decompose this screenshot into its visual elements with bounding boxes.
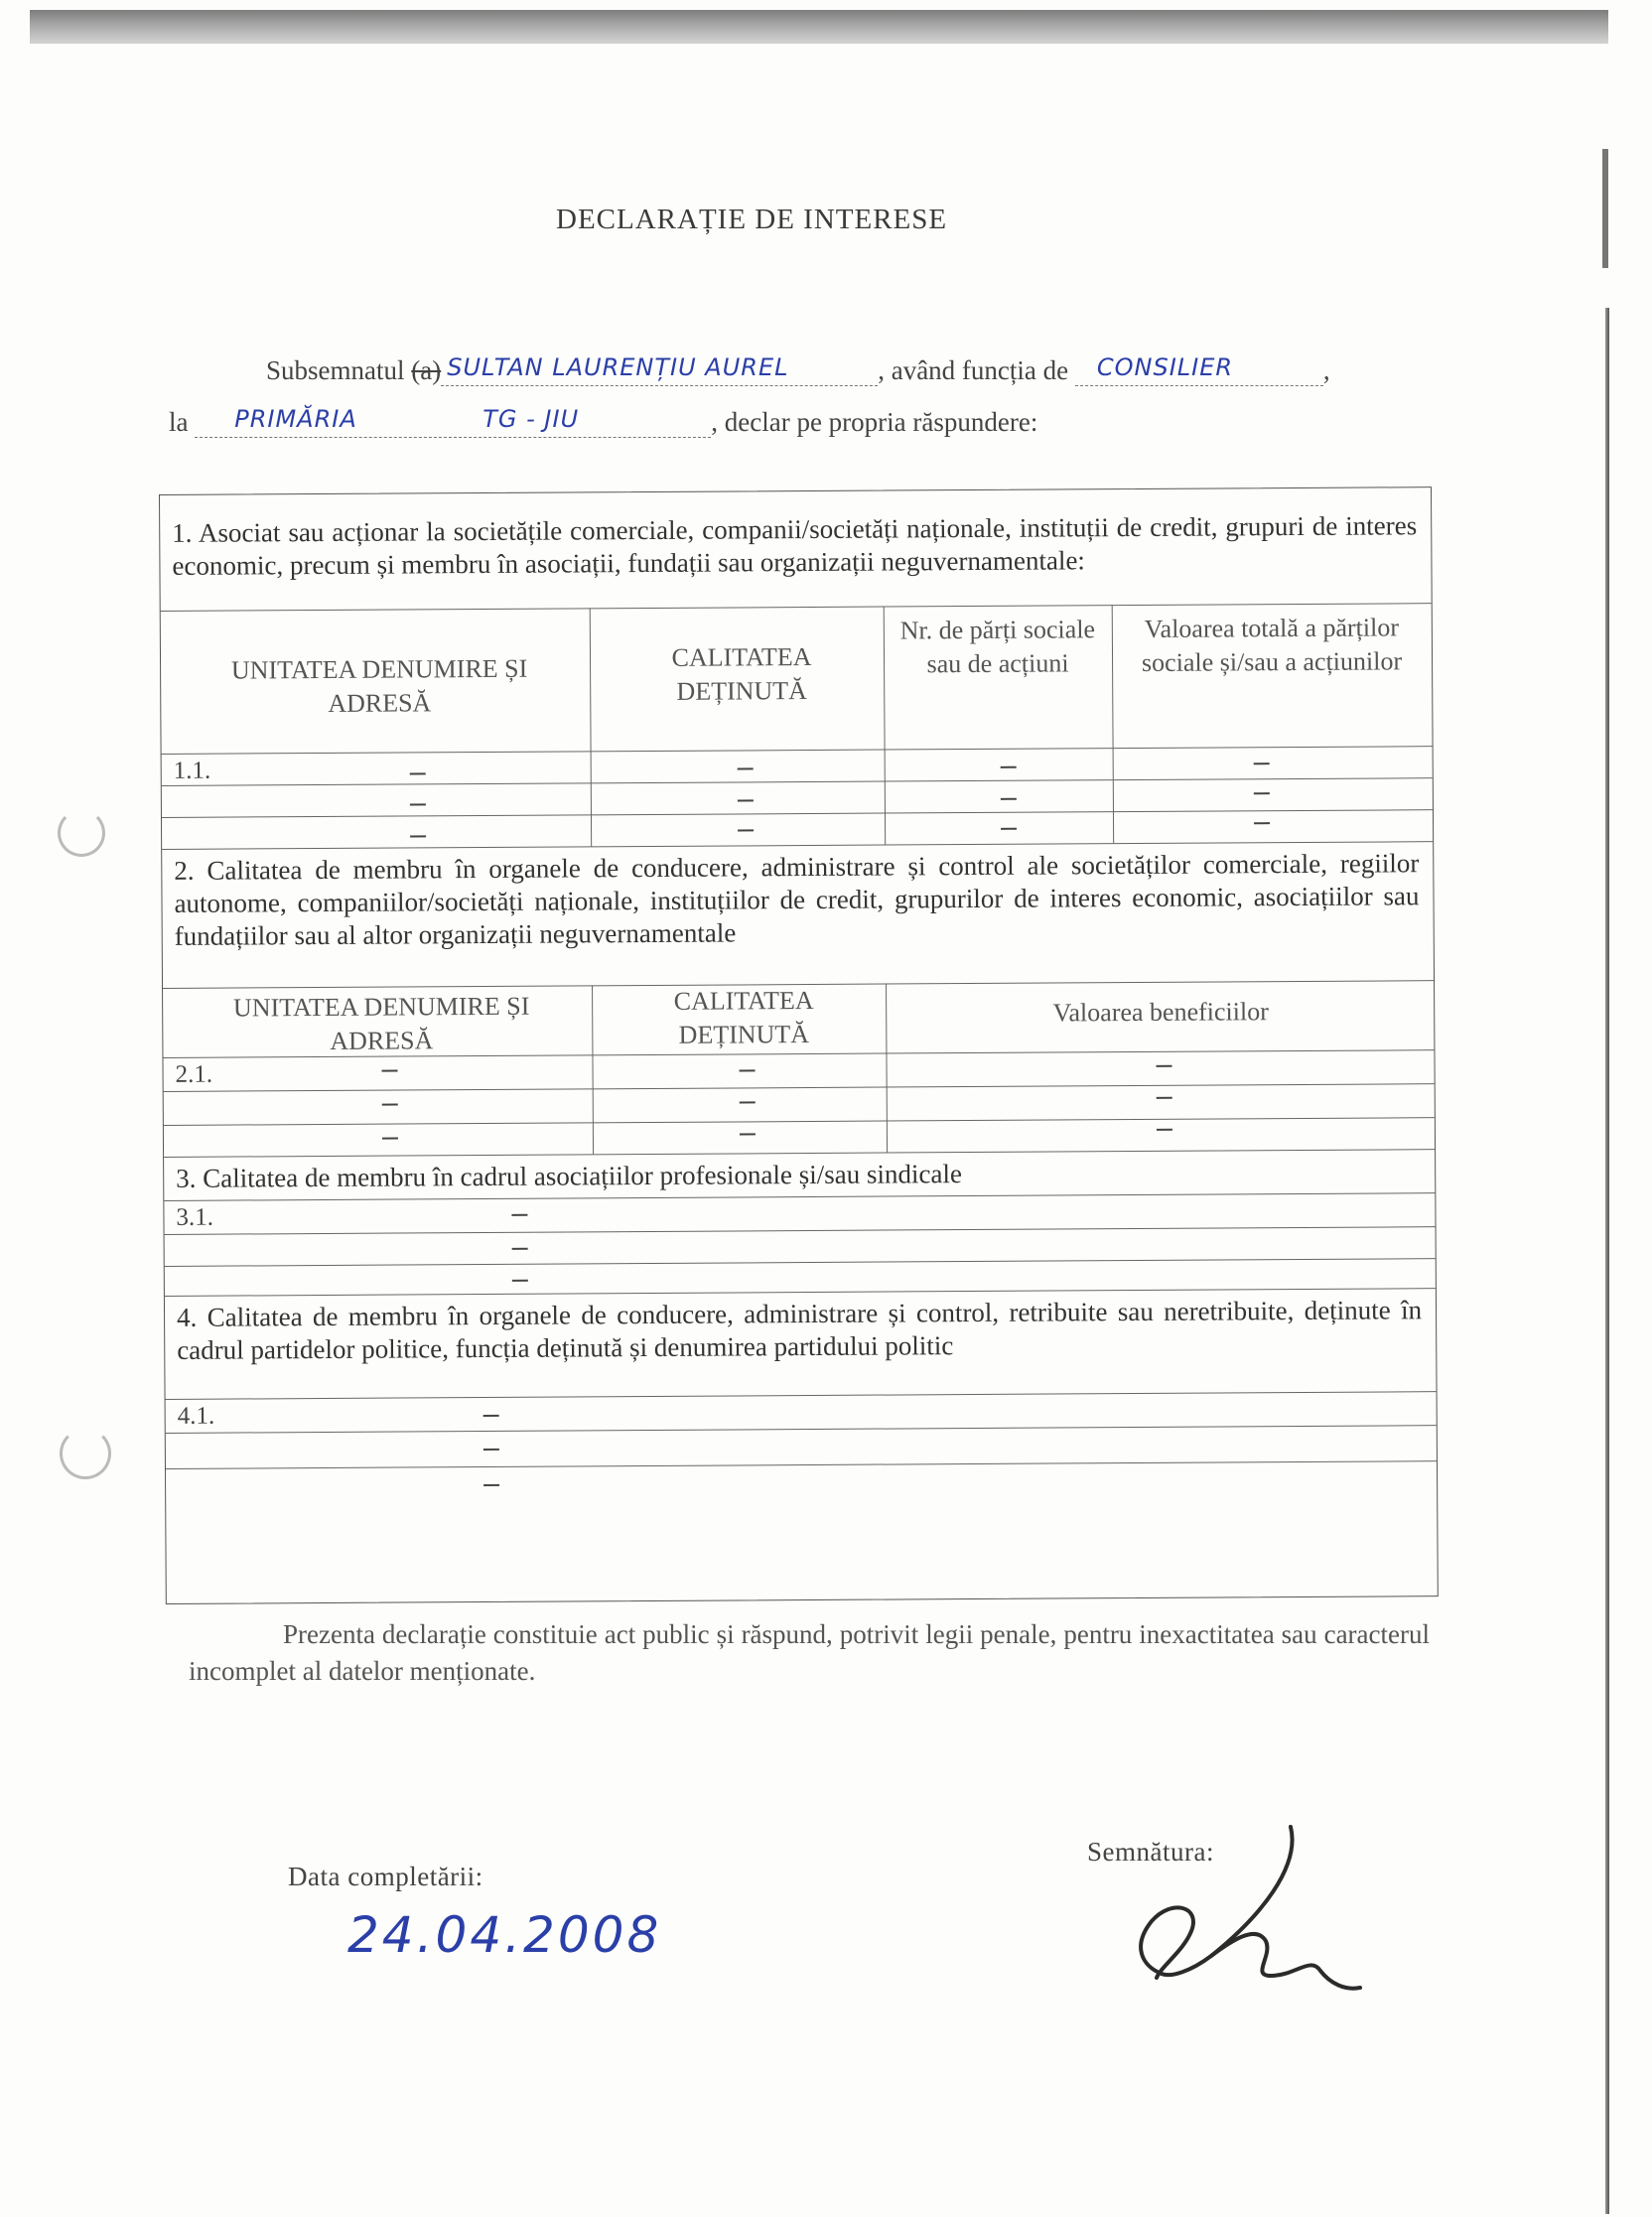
s2-col-calitatea: CALITATEA DEȚINUTĂ <box>673 985 814 1049</box>
declar-text: , declar pe propria răspundere: <box>711 407 1038 437</box>
s2-row-label: 2.1. <box>175 1060 213 1088</box>
name-field <box>441 355 878 386</box>
s1-col-nr-parti: Nr. de părți sociale sau de acțiuni <box>899 615 1096 679</box>
declaration-table <box>159 486 1439 1604</box>
function-value: CONSILIER <box>1096 353 1234 381</box>
s1-row-label: 1.1. <box>173 757 211 784</box>
comma: , <box>1322 355 1330 385</box>
scan-right-edge-mark <box>1602 149 1608 268</box>
section-1-heading: 1. Asociat sau acționar la societățile comerciale, companii/societăți naționale, instituții de credit, grupuri de interes economic, precum și membru în asociații, fundații sau organizații neguvernamentale: <box>172 510 1418 581</box>
s4-row-label: 4.1. <box>177 1402 215 1430</box>
section-3-heading: 3. Calitatea de membru în cadrul asociațiilor profesionale și/sau sindicale <box>176 1159 963 1193</box>
institution-value-part1: PRIMĂRIA <box>234 405 357 433</box>
function-label: , având funcția de <box>878 355 1069 385</box>
institution-field <box>195 407 711 438</box>
function-field <box>1075 355 1323 386</box>
section-4-heading: 4. Calitatea de membru în organele de conducere, administrare și control, retribuite sau neretribuite, deținute în cadrul partidelor politice, funcția deținută și denumirea partidului politic <box>176 1295 1423 1365</box>
date-value: 24.04.2008 <box>347 1906 662 1964</box>
name-value: SULTAN LAURENȚIU AUREL <box>447 353 789 381</box>
scan-right-edge-shadow <box>1605 308 1609 2214</box>
punch-hole-mark <box>60 1428 111 1479</box>
institution-line <box>169 407 1162 438</box>
section-2-heading: 2. Calitatea de membru în organele de conducere, administrare și control ale societăților comerciale, regiilor autonome, companiilor/societăți naționale, instituțiilor de credit, grupurilor de interes economic, asociațiilor sau fundațiilor sau al altor organizații neguvernamentale <box>174 848 1420 951</box>
s2-col-valoare-beneficii: Valoarea beneficiilor <box>1052 997 1269 1028</box>
subsemnatul-label: Subsemnatul <box>266 355 405 385</box>
declarant-line <box>266 355 1418 386</box>
date-label: Data completării: <box>288 1862 483 1891</box>
scan-top-shadow <box>30 10 1608 44</box>
legal-statement: Prezenta declarație constituie act public și răspund, potrivit legii penale, pentru inexactitatea sau caracterul incomplet al datelor menționate. <box>189 1619 1430 1686</box>
gender-suffix-struck: (a) <box>411 355 442 385</box>
s2-col-unit: UNITATEA DENUMIRE ȘI ADRESĂ <box>232 991 530 1055</box>
s1-col-valoare: Valoarea totală a părților sociale și/sau a acțiunilor <box>1141 613 1403 677</box>
s1-col-unit: UNITATEA DENUMIRE ȘI ADRESĂ <box>230 653 528 718</box>
s1-col-calitatea: CALITATEA DEȚINUTĂ <box>671 641 812 706</box>
signature-label: Semnătura: <box>1087 1837 1214 1867</box>
s3-row-label: 3.1. <box>176 1203 214 1231</box>
handwritten-signature <box>1062 1807 1380 2015</box>
document-title: DECLARAȚIE DE INTERESE <box>556 204 948 235</box>
la-label: la <box>169 407 189 437</box>
institution-value-part2: TG - JIU <box>482 405 580 433</box>
punch-hole-mark <box>58 809 105 857</box>
